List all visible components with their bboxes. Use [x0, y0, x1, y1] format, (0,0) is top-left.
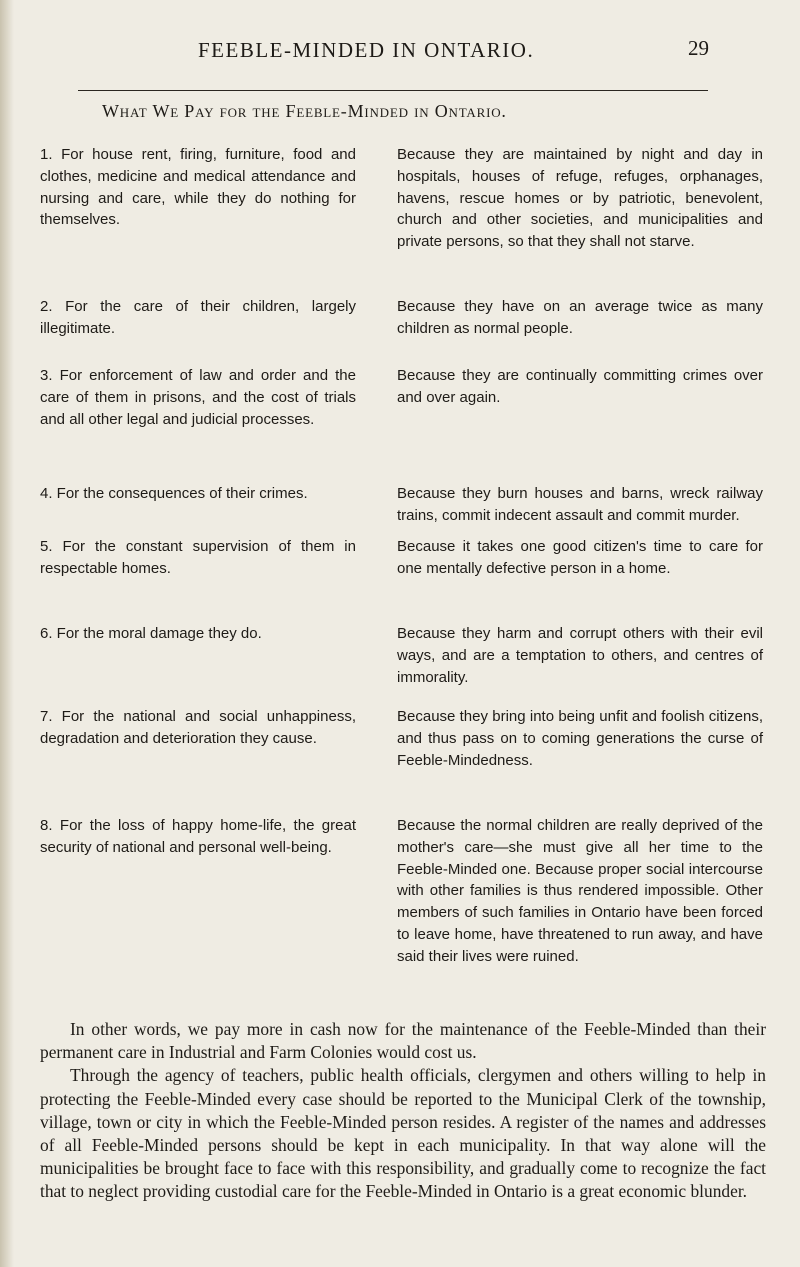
summary-paragraph: In other words, we pay more in cash now for the maintenance of the Feeble-Minded than their permanent care in Industrial and Farm Colonies would cost us.	[40, 1019, 766, 1063]
cost-reason: Because the normal children are really deprived of the mother's care—she must give all her time to the Feeble-Minded one. Because proper social intercourse with other families is thus rendered impossible. Other members of such families in Ontario have been forced to leave home, have threatened to run away, and have said their lives were ruined.	[397, 817, 763, 965]
cost-item: 3. For enforcement of law and order and the care of them in prisons, and the cost of trials and all other legal and judicial processes.	[40, 367, 356, 428]
cost-item: 2. For the care of their children, largely illegitimate.	[40, 298, 356, 337]
section-title: What We Pay for the Feeble-Minded in Ontario.	[102, 101, 507, 121]
page-number: 29	[688, 36, 709, 60]
cost-reason: Because they have on an average twice as many children as normal people.	[397, 298, 763, 337]
cost-item: 8. For the loss of happy home-life, the great security of national and personal well-being.	[40, 817, 356, 856]
summary-text	[40, 1018, 766, 1204]
cost-item: 4. For the consequences of their crimes.	[40, 485, 308, 502]
running-head	[0, 38, 800, 78]
cost-reason: Because they harm and corrupt others with their evil ways, and are a temptation to others, and centres of immorality.	[397, 625, 763, 686]
cost-item: 6. For the moral damage they do.	[40, 625, 262, 642]
cost-item: 1. For house rent, firing, furniture, food and clothes, medicine and medical attendance and nursing and care, while they do nothing for themselves.	[40, 146, 356, 229]
cost-reason: Because they burn houses and barns, wreck railway trains, commit indecent assault and commit murder.	[397, 485, 763, 524]
cost-reason: Because they bring into being unfit and foolish citizens, and thus pass on to coming generations the curse of Feeble-Mindedness.	[397, 708, 763, 769]
cost-item: 5. For the constant supervision of them in respectable homes.	[40, 538, 356, 577]
summary-paragraph: Through the agency of teachers, public health officials, clergymen and others willing to help in protecting the Feeble-Minded every case should be reported to the Municipal Clerk of the township, village, town or city in which the Feeble-Minded person resides. A register of the names and addresses of all Feeble-Minded persons should be kept in each municipality. In that way alone will the municipalities be brought face to face with this responsibility, and gradually come to recognize the fact that to neglect providing custodial care for the Feeble-Minded in Ontario is a great economic blunder.	[40, 1065, 766, 1202]
cost-item: 7. For the national and social unhappiness, degradation and deterioration they cause.	[40, 708, 356, 747]
cost-reason: Because they are continually committing crimes over and over again.	[397, 367, 763, 406]
running-title: FEEBLE-MINDED IN ONTARIO.	[198, 38, 535, 62]
header-rule	[78, 90, 708, 91]
cost-reason: Because it takes one good citizen's time to care for one mentally defective person in a home.	[397, 538, 763, 577]
page-edge	[0, 0, 14, 1267]
cost-reason: Because they are maintained by night and day in hospitals, houses of refuge, refuges, orphanages, havens, rescue homes or by patriotic, benevolent, church and other societies, and municipalities and private persons, so that they shall not starve.	[397, 146, 763, 251]
